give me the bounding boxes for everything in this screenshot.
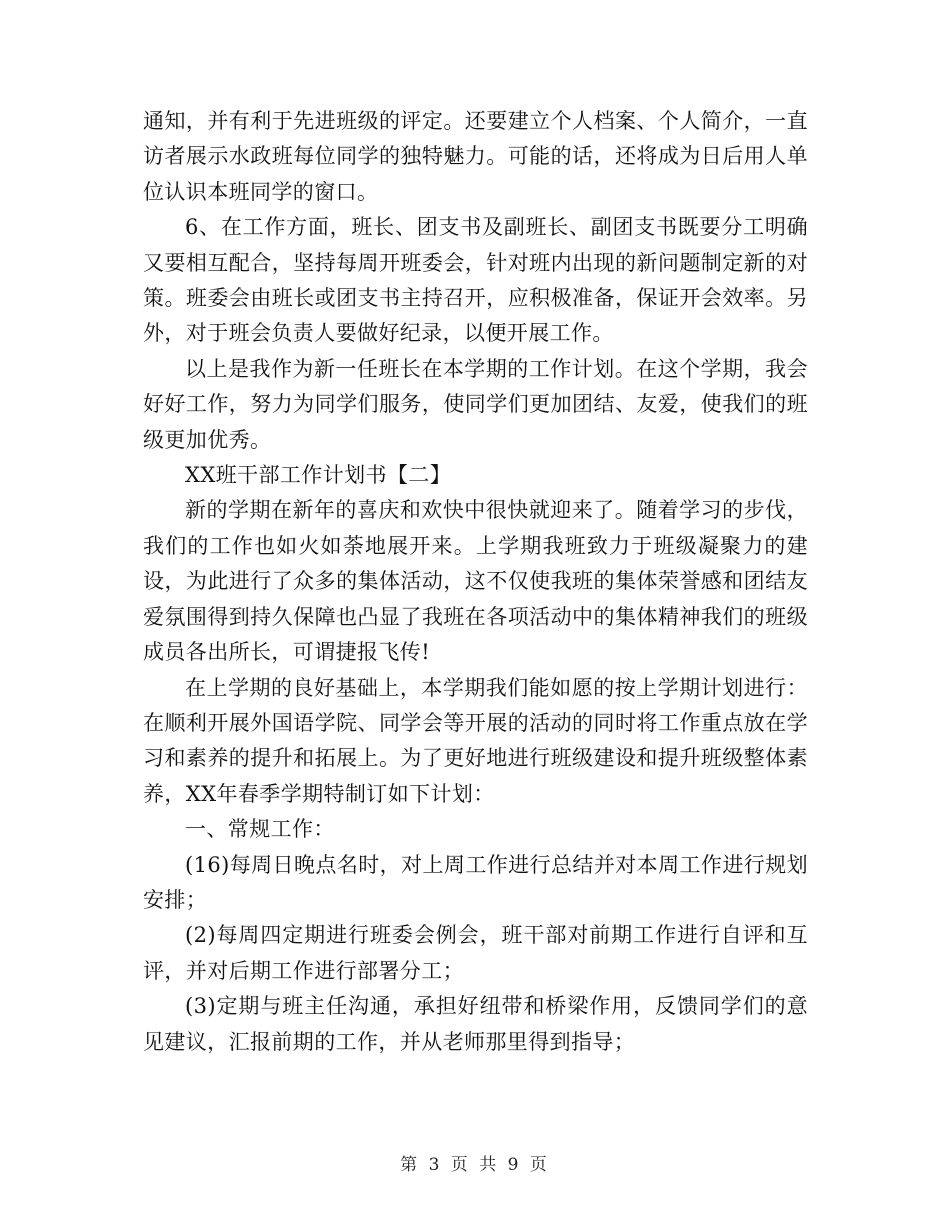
list-item: (3)定期与班主任沟通，承担好纽带和桥梁作用，反馈同学们的意见建议，汇报前期的工作，并从老师那里得到指导； [143, 994, 808, 1054]
paragraph-2: 6、在工作方面，班长、团支书及副班长、副团支书既要分工明确又要相互配合，坚持每周开班委会，针对班内出现的新问题制定新的对策。班委会由班长或团支书主持召开，应积极准备，保证开会效率。另外，对于班会负责人要做好纪录，以便开展工作。 [143, 215, 808, 346]
paragraph-3: 以上是我作为新一任班长在本学期的工作计划。在这个学期，我会好好工作，努力为同学们服务，使同学们更加团结、友爱，使我们的班级更加优秀。 [143, 356, 808, 452]
document-body [143, 104, 808, 1060]
subsection-heading: 一、常规工作： [185, 817, 335, 842]
list-item: (16)每周日晚点名时，对上周工作进行总结并对本周工作进行规划安排； [143, 852, 808, 912]
section-heading: XX班干部工作计划书【二】 [185, 463, 452, 488]
paragraph-4: 新的学期在新年的喜庆和欢快中很快就迎来了。随着学习的步伐，我们的工作也如火如荼地展开来。上学期我班致力于班级凝聚力的建设，为此进行了众多的集体活动，这不仅使我班的集体荣誉感和团结友爱氛围得到持久保障也凸显了我班在各项活动中的集体精神我们的班级成员各出所长，可谓捷报飞传! [143, 498, 808, 665]
page-number-footer: 第 3 页 共 9 页 [400, 1155, 550, 1175]
paragraph-1: 通知，并有利于先进班级的评定。还要建立个人档案、个人简介，一直访者展示水政班每位同学的独特魅力。可能的话，还将成为日后用人单位认识本班同学的窗口。 [143, 109, 808, 204]
list-item: (2)每周四定期进行班委会例会，班干部对前期工作进行自评和互评，并对后期工作进行部署分工； [143, 923, 808, 983]
paragraph-5: 在上学期的良好基础上，本学期我们能如愿的按上学期计划进行：在顺利开展外国语学院、同学会等开展的活动的同时将工作重点放在学习和素养的提升和拓展上。为了更好地进行班级建设和提升班级整体素养，XX年春季学期特制订如下计划： [143, 675, 808, 806]
